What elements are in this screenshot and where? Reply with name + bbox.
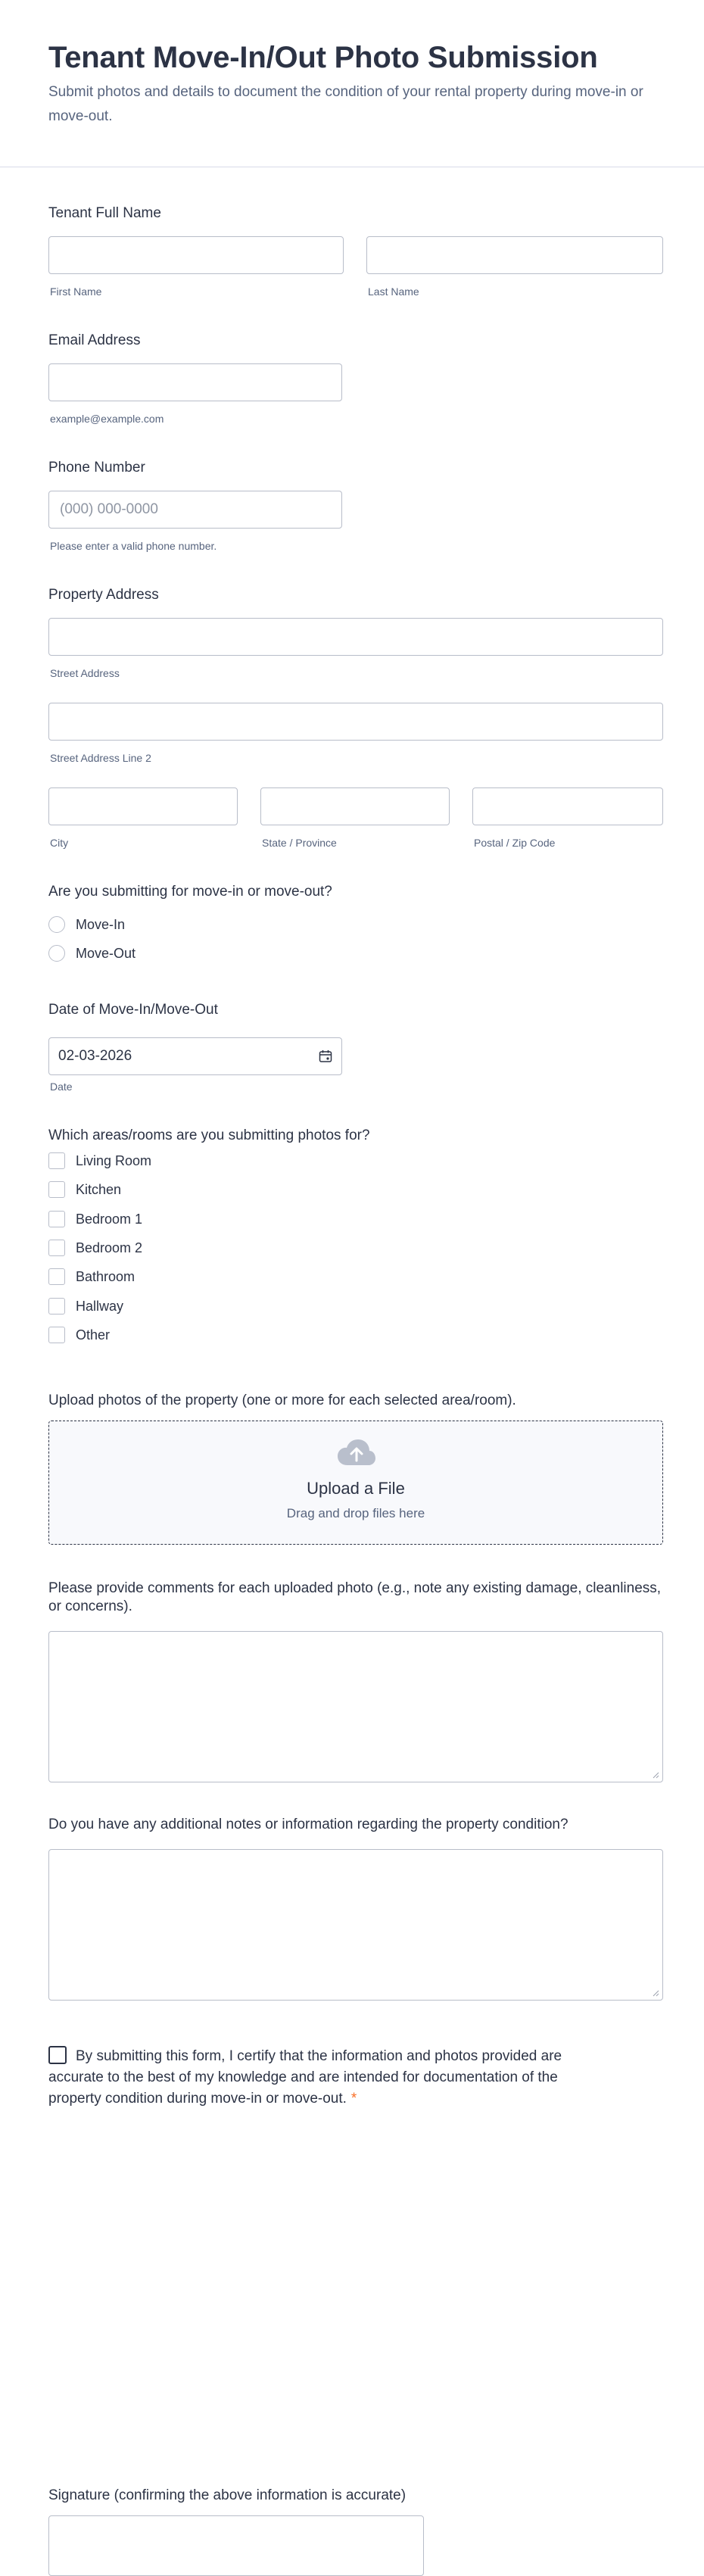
certification-text: By submitting this form, I certify that the information and photos provided are accurate to the best of my knowledge and are intended for documentation of the property condition during move-in or move-out. [48, 2048, 562, 2107]
checkbox[interactable] [48, 1152, 65, 1169]
street-address-input[interactable] [48, 618, 663, 656]
full-name-field [48, 204, 663, 303]
email-input[interactable] [48, 363, 342, 401]
move-type-label: Are you submitting for move-in or move-out? [48, 884, 332, 900]
radio-option-label: Move-In [76, 916, 126, 932]
phone-field [48, 459, 663, 557]
upload-title: Upload a File [307, 1479, 405, 1498]
file-upload-dropzone[interactable] [48, 1421, 663, 1545]
date-field [48, 1001, 663, 1099]
upload-label: Upload photos of the property (one or more for each selected area/room). [48, 1392, 516, 1408]
calendar-icon[interactable] [319, 1049, 332, 1063]
date-value: 02-03-2026 [58, 1048, 132, 1064]
comments-textarea[interactable] [48, 1631, 663, 1782]
radio-option-move-out[interactable] [48, 942, 136, 965]
state-input[interactable] [260, 787, 450, 825]
resize-handle-icon[interactable] [652, 1989, 659, 1997]
phone-sublabel: Please enter a valid phone number. [50, 540, 217, 552]
certification-checkbox-field [48, 2046, 578, 2110]
signature-pad[interactable] [48, 2515, 424, 2576]
checkbox[interactable] [48, 1240, 65, 1256]
checkbox-option-bedroom-2[interactable] [48, 1237, 142, 1259]
email-sublabel: example@example.com [50, 413, 164, 425]
notes-textarea[interactable] [48, 1849, 663, 2001]
checkbox-option-label: Living Room [76, 1152, 152, 1168]
radio-button[interactable] [48, 916, 65, 933]
radio-button[interactable] [48, 945, 65, 962]
notes-field [48, 1816, 663, 2005]
city-input[interactable] [48, 787, 238, 825]
first-name-input[interactable] [48, 236, 344, 274]
last-name-sublabel: Last Name [368, 285, 419, 298]
address-field [48, 586, 663, 859]
checkbox[interactable] [48, 1298, 65, 1315]
form-header [48, 36, 654, 129]
certification-checkbox[interactable] [48, 2046, 67, 2064]
checkbox-option-label: Bathroom [76, 1268, 136, 1284]
street-address-line2-sublabel: Street Address Line 2 [50, 752, 151, 764]
zip-input[interactable] [472, 787, 663, 825]
first-name-sublabel: First Name [50, 285, 102, 298]
form-title: Tenant Move-In/Out Photo Submission [48, 41, 598, 74]
checkbox[interactable] [48, 1268, 65, 1285]
date-input[interactable] [48, 1037, 342, 1075]
signature-field [48, 2487, 663, 2562]
date-sublabel: Date [50, 1081, 73, 1093]
zip-sublabel: Postal / Zip Code [474, 837, 556, 849]
checkbox-option-label: Bedroom 2 [76, 1240, 143, 1255]
city-sublabel: City [50, 837, 69, 849]
phone-label: Phone Number [48, 460, 145, 476]
upload-subtitle: Drag and drop files here [286, 1506, 425, 1520]
move-type-field [48, 883, 663, 966]
date-label: Date of Move-In/Move-Out [48, 1002, 218, 1018]
radio-option-label: Move-Out [76, 945, 136, 961]
checkbox-option-label: Other [76, 1327, 111, 1343]
state-sublabel: State / Province [262, 837, 337, 849]
checkbox[interactable] [48, 1181, 65, 1198]
checkbox-option-living-room[interactable] [48, 1149, 151, 1172]
form-subtitle: Submit photos and details to document the condition of your rental property during move-in or move-out. [48, 84, 643, 124]
upload-field [48, 1392, 663, 1551]
checkbox-option-label: Kitchen [76, 1181, 122, 1197]
checkbox[interactable] [48, 1211, 65, 1227]
signature-label: Signature (confirming the above information is accurate) [48, 2487, 407, 2503]
last-name-input[interactable] [366, 236, 663, 274]
required-asterisk: * [350, 2091, 357, 2107]
full-name-label: Tenant Full Name [48, 205, 161, 221]
checkbox-option-label: Bedroom 1 [76, 1211, 143, 1227]
email-label: Email Address [48, 332, 141, 348]
phone-input[interactable] [48, 491, 342, 529]
checkbox-option-bathroom[interactable] [48, 1265, 135, 1288]
checkbox-option-other[interactable] [48, 1324, 110, 1346]
notes-label: Do you have any additional notes or information regarding the property condition? [48, 1817, 568, 1832]
checkbox[interactable] [48, 1327, 65, 1343]
checkbox-option-kitchen[interactable] [48, 1178, 121, 1201]
checkbox-option-hallway[interactable] [48, 1295, 123, 1318]
checkbox-option-label: Hallway [76, 1298, 124, 1314]
cloud-upload-icon [337, 1438, 376, 1468]
email-field [48, 332, 663, 430]
address-label: Property Address [48, 587, 159, 603]
street-address-line2-input[interactable] [48, 703, 663, 741]
resize-handle-icon[interactable] [652, 1771, 659, 1779]
street-address-sublabel: Street Address [50, 667, 120, 679]
checkbox-option-bedroom-1[interactable] [48, 1208, 142, 1230]
comments-field [48, 1580, 663, 1784]
comments-label: Please provide comments for each uploaded photo (e.g., note any existing damage, cleanliness, or concerns). [48, 1580, 662, 1614]
radio-option-move-in[interactable] [48, 913, 125, 936]
areas-label: Which areas/rooms are you submitting photos for? [48, 1127, 370, 1143]
areas-field [48, 1127, 663, 1361]
